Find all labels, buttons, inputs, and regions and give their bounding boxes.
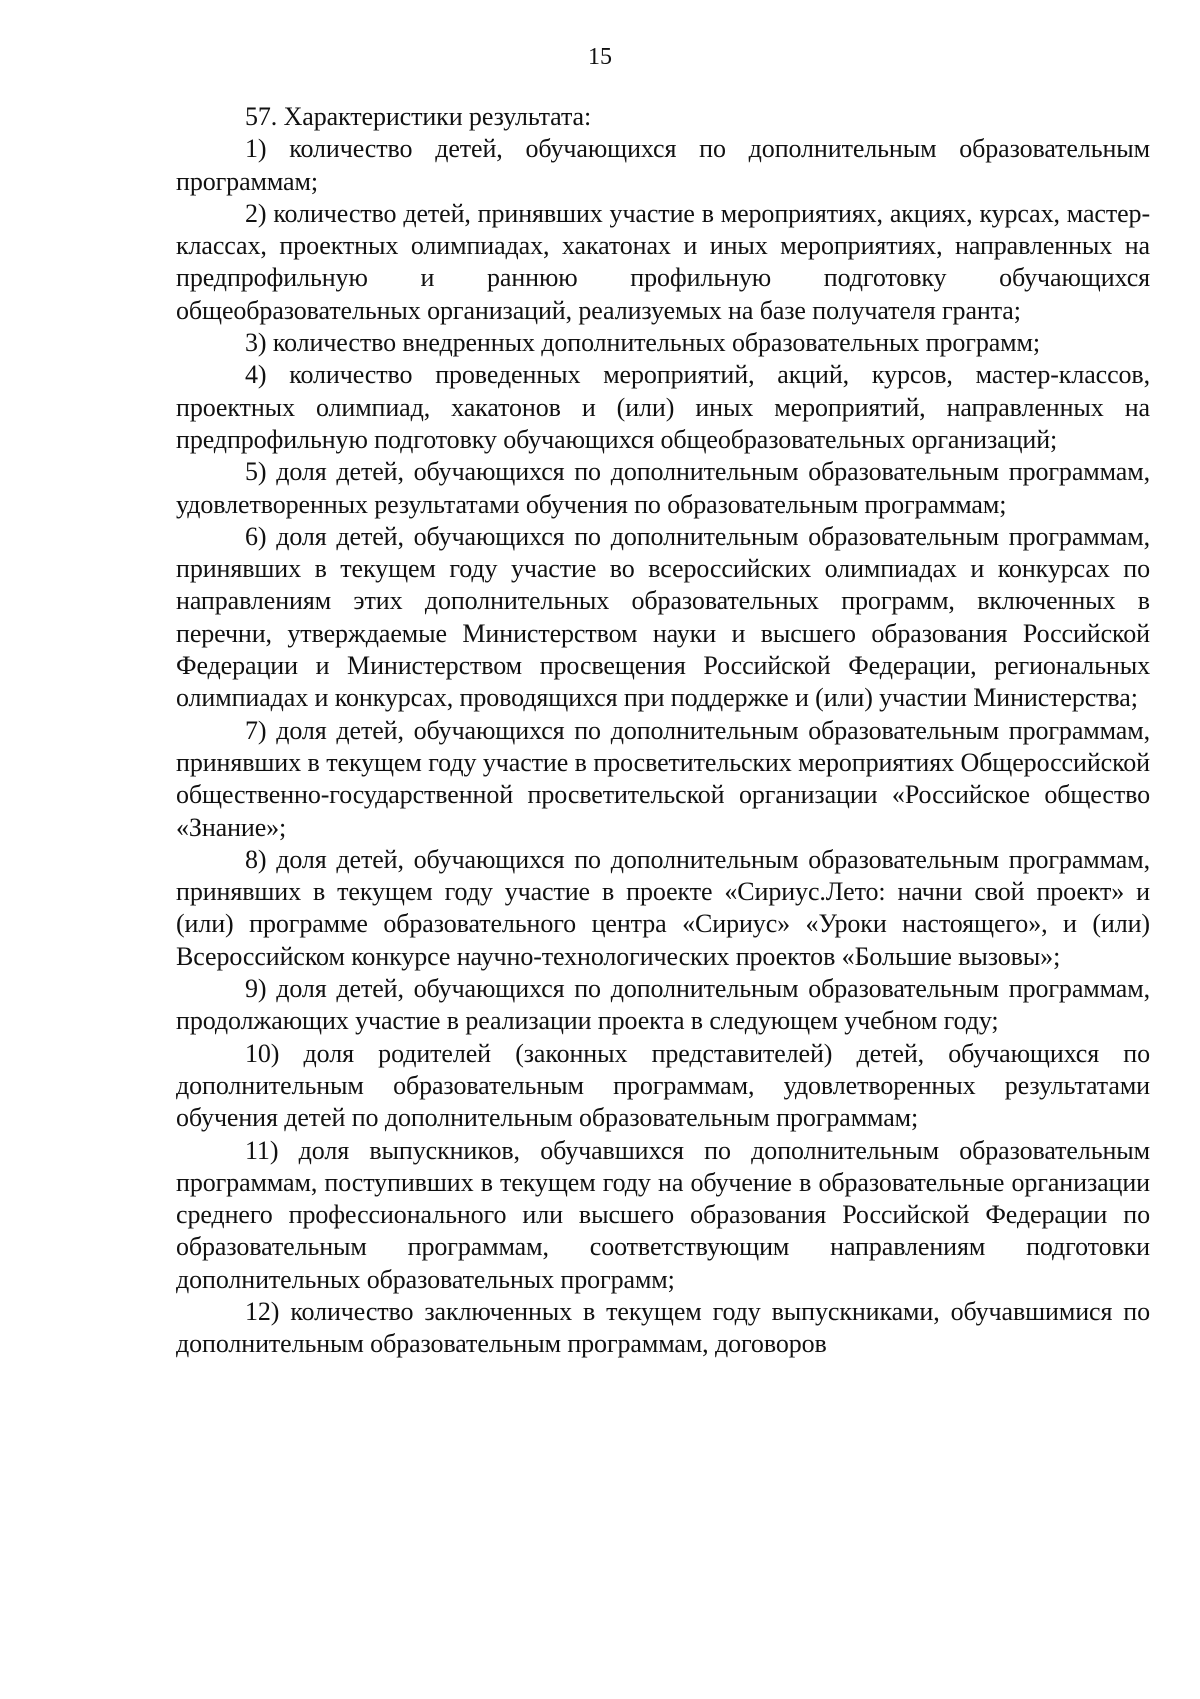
list-item-3: 3) количество внедренных дополнительных образовательных программ; (245, 328, 1041, 358)
list-item-4: 4) количество проведенных мероприятий, акций, курсов, мастер-классов, проектных олимпиад, хакатонов и (или) иных мероприятий, направленных на предпрофильную подготовку обучающихся общеобразовательных организаций; (176, 360, 1150, 454)
list-item-9: 9) доля детей, обучающихся по дополнительным образовательным программам, продолжающих участие в реализации проекта в следующем учебном году; (176, 974, 1150, 1036)
list-item-11: 11) доля выпускников, обучавшихся по дополнительным образовательным программам, поступивших в текущем году на обучение в образовательные организации среднего профессионального или высшего образования Российской Федерации по образовательным программам, соответствующим направлениям подготовки дополнительных образовательных программ; (176, 1135, 1150, 1294)
list-item-10: 10) доля родителей (законных представителей) детей, обучающихся по дополнительным образовательным программам, удовлетворенных результатами обучения детей по дополнительным образовательным программам; (176, 1038, 1150, 1133)
list-item-2: 2) количество детей, принявших участие в мероприятиях, акциях, курсах, мастер-классах, проектных олимпиадах, хакатонах и иных мероприятиях, направленных на предпрофильную и раннюю профильную подготовку обучающихся общеобразовательных организаций, реализуемых на базе получателя гранта; (176, 198, 1150, 325)
list-item-7: 7) доля детей, обучающихся по дополнительным образовательным программам, принявших в текущем году участие в просветительских мероприятиях Общероссийской общественно-государственной просветительской организации «Российское общество «Знание»; (176, 715, 1150, 842)
list-item-8: 8) доля детей, обучающихся по дополнительным образовательным программам, принявших в текущем году участие в проекте «Сириус.Лето: начни свой проект» и (или) программе образовательного центра «Сириус» «Уроки настоящего», и (или) Всероссийском конкурсе научно-технологических проектов «Большие вызовы»; (176, 844, 1150, 971)
list-item-1: 1) количество детей, обучающихся по дополнительным образовательным программам; (176, 134, 1150, 196)
list-item-6: 6) доля детей, обучающихся по дополнительным образовательным программам, принявших в текущем году участие во всероссийских олимпиадах и конкурсах по направлениям этих дополнительных образовательных программ, включенных в перечни, утверждаемые Министерством науки и высшего образования Российской Федерации и Министерством просвещения Российской Федерации, региональных олимпиадах и конкурсах, проводящихся при поддержке и (или) участии Министерства; (176, 521, 1150, 713)
page-number: 15 (588, 44, 612, 70)
list-item-5: 5) доля детей, обучающихся по дополнительным образовательным программам, удовлетворенных результатами обучения по образовательным программам; (176, 457, 1150, 519)
document-body (176, 101, 1150, 1361)
list-item-12: 12) количество заключенных в текущем году выпускниками, обучавшимися по дополнительным образовательным программам, договоров (176, 1296, 1150, 1359)
section-heading: 57. Характеристики результата: (245, 102, 592, 131)
